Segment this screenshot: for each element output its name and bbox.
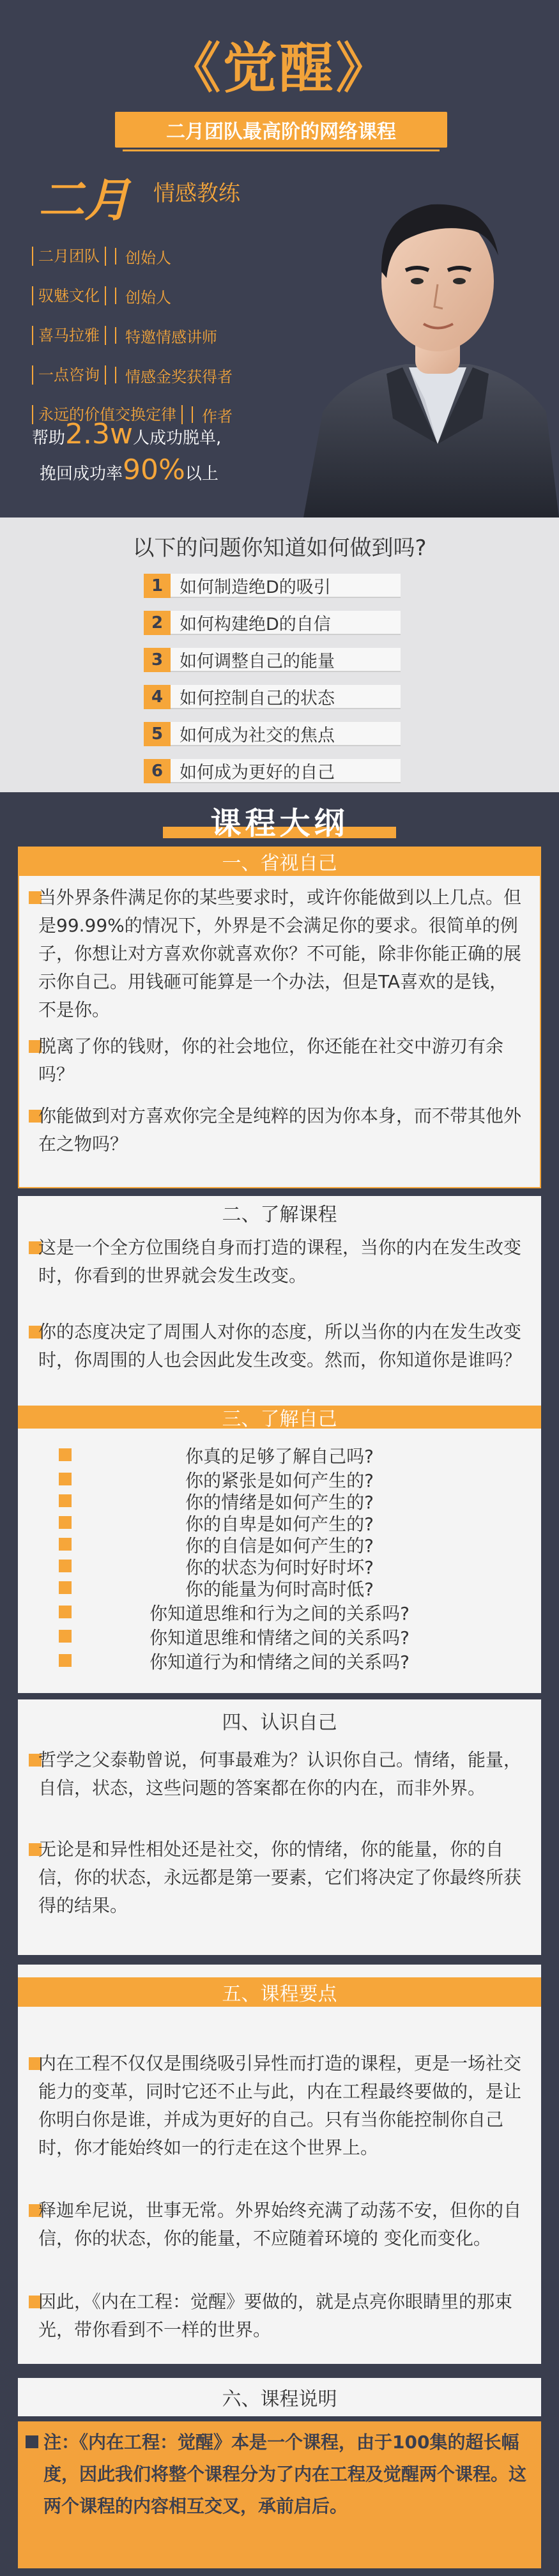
section-paragraph: 因此，《内在工程：觉醒》要做的，就是点亮你眼睛里的那束光，带你看到不一样的世界。: [38, 2291, 513, 2340]
question-text: 如何成为更好的自己: [171, 759, 401, 783]
question-item: [144, 753, 401, 790]
divider: [115, 327, 116, 344]
credential-desc: 创始人: [125, 249, 171, 267]
credential-desc: 特邀情感讲师: [125, 328, 217, 346]
divider: [115, 288, 116, 304]
question-number: 3: [144, 648, 171, 672]
hero-section: [0, 0, 559, 518]
question-number: 1: [144, 574, 171, 598]
stat-number: 90%: [123, 454, 185, 486]
self-question: 你知道思维和行为之间的关系吗?: [149, 1603, 410, 1624]
stat-suffix: 以上: [185, 464, 218, 484]
section-heading: 六、课程说明: [18, 2378, 541, 2416]
question-item: [144, 716, 401, 753]
self-question: 你知道行为和情绪之间的关系吗?: [149, 1652, 410, 1673]
question-item: [144, 641, 401, 678]
coach-portrait: [278, 144, 559, 518]
section-paragraph: 内在工程不仅仅是围绕吸引异性而打造的课程，更是一场社交能力的变革，同时它还不止与此，内在工程最终要做的，是让你明白你是谁，并成为更好的自己。只有当你能控制你自己时，你才能始终如一的行走在这个世界上。: [38, 2053, 522, 2158]
credential-row: [32, 355, 233, 395]
outline-title: 课程大纲: [0, 799, 559, 843]
coach-credentials: [32, 236, 233, 434]
self-question: 你的自卑是如何产生的?: [185, 1514, 374, 1535]
coach-name: 二月: [38, 173, 131, 227]
question-text: 如何制造绝D的吸引: [171, 574, 401, 598]
credential-row: [32, 316, 233, 355]
self-question: 你的自信是如何产生的?: [185, 1535, 374, 1556]
section-paragraph: 你能做到对方喜欢你完全是纯粹的因为你本身，而不带其他外在之物吗？: [38, 1105, 522, 1154]
section-paragraph: 当外界条件满足你的某些要求时，或许你能做到以上几点。但是99.99%的情况下，外界是不会满足你的要求。很简单的例子，你想让对方喜欢你就喜欢你？不可能，除非你能正确的展示你自己。用钱砸可能算是一个办法，但是TA喜欢的是钱，不是你。: [38, 887, 522, 1020]
section-heading: 三、了解自己: [18, 1406, 541, 1429]
self-question: 你的能量为何时高时低?: [185, 1579, 374, 1600]
question-number: 4: [144, 685, 171, 709]
questions-section: [0, 518, 559, 792]
question-text: 如何控制自己的状态: [171, 685, 401, 709]
stat-prefix: 挽回成功率: [40, 464, 123, 484]
section-paragraph: 脱离了你的钱财，你的社会地位，你还能在社交中游刃有余吗？: [38, 1036, 504, 1085]
stat-line-2: [40, 454, 221, 490]
stat-suffix: 人成功脱单,: [132, 429, 222, 448]
question-text: 如何调整自己的能量: [171, 648, 401, 672]
section-heading: 二、了解课程: [18, 1198, 541, 1227]
credential-row: [32, 276, 233, 316]
question-number: 2: [144, 611, 171, 635]
success-stats: [32, 418, 221, 490]
questions-list: [144, 567, 401, 790]
course-subtitle-banner: 二月团队最高阶的网络课程: [115, 112, 447, 148]
section-heading: 五、课程要点: [18, 1977, 541, 2007]
section-heading: 四、认识自己: [18, 1706, 541, 1735]
credential-tag: 驭魅文化: [32, 286, 106, 305]
question-item: [144, 678, 401, 716]
coach-role: 情感教练: [153, 181, 240, 206]
questions-title: 以下的问题你知道如何做到吗?: [132, 535, 427, 561]
section-paragraph: 你的态度决定了周围人对你的态度，所以当你的内在发生改变时，你周围的人也会因此发生改变。然而，你知道你是谁吗？: [38, 1321, 522, 1370]
stat-number: 2.3w: [65, 418, 133, 450]
stat-prefix: 帮助: [32, 429, 66, 448]
bullet-marker: [26, 2435, 38, 2448]
divider: [115, 367, 116, 383]
credential-desc: 创始人: [125, 288, 171, 307]
credential-desc: 作者: [202, 407, 233, 425]
credential-tag: 永远的价值交换定律: [32, 405, 183, 424]
self-question: 你的紧张是如何产生的?: [185, 1470, 374, 1491]
section-paragraph: 释迦牟尼说，世事无常。外界始终充满了动荡不安，但你的自信，你的状态，你的能量，不应随着环境的 变化而变化。: [38, 2200, 522, 2249]
credential-desc: 情感金奖获得者: [125, 367, 233, 386]
divider: [115, 248, 116, 264]
credential-tag: 二月团队: [32, 247, 106, 266]
question-item: [144, 567, 401, 604]
course-title: 《觉醒》: [167, 36, 392, 100]
question-number: 5: [144, 722, 171, 746]
self-question: 你的情绪是如何产生的?: [185, 1492, 374, 1513]
section-paragraph: 哲学之父泰勒曾说，何事最难为？认识你自己。情绪，能量，自信，状态，这些问题的答案都在你的内在，而非外界。: [38, 1749, 522, 1798]
credential-tag: 喜马拉雅: [32, 326, 106, 345]
credential-tag: 一点咨询: [32, 365, 106, 385]
question-text: 如何构建绝D的自信: [171, 611, 401, 635]
credential-row: [32, 236, 233, 276]
self-question: 你真的足够了解自己吗?: [185, 1446, 374, 1467]
self-question: 你知道思维和情绪之间的关系吗?: [149, 1627, 410, 1648]
section-paragraph: 无论是和异性相处还是社交，你的情绪，你的能量，你的自信，你的状态，永远都是第一要素，它们将决定了你最终所获得的结果。: [38, 1839, 522, 1916]
question-item: [144, 604, 401, 641]
course-note: 注：《内在工程：觉醒》本是一个课程，由于100集的超长幅度，因此我们将整个课程分为了内在工程及觉醒两个课程。这两个课程的内容相互交叉，承前启后。: [43, 2432, 527, 2517]
question-number: 6: [144, 759, 171, 783]
stat-line-1: [32, 418, 221, 454]
question-text: 如何成为社交的焦点: [171, 722, 401, 746]
self-question: 你的状态为何时好时坏?: [185, 1557, 374, 1578]
section-paragraph: 这是一个全方位围绕自身而打造的课程，当你的内在发生改变时，你看到的世界就会发生改变。: [38, 1237, 522, 1286]
section-heading: 一、省视自己: [18, 847, 541, 876]
